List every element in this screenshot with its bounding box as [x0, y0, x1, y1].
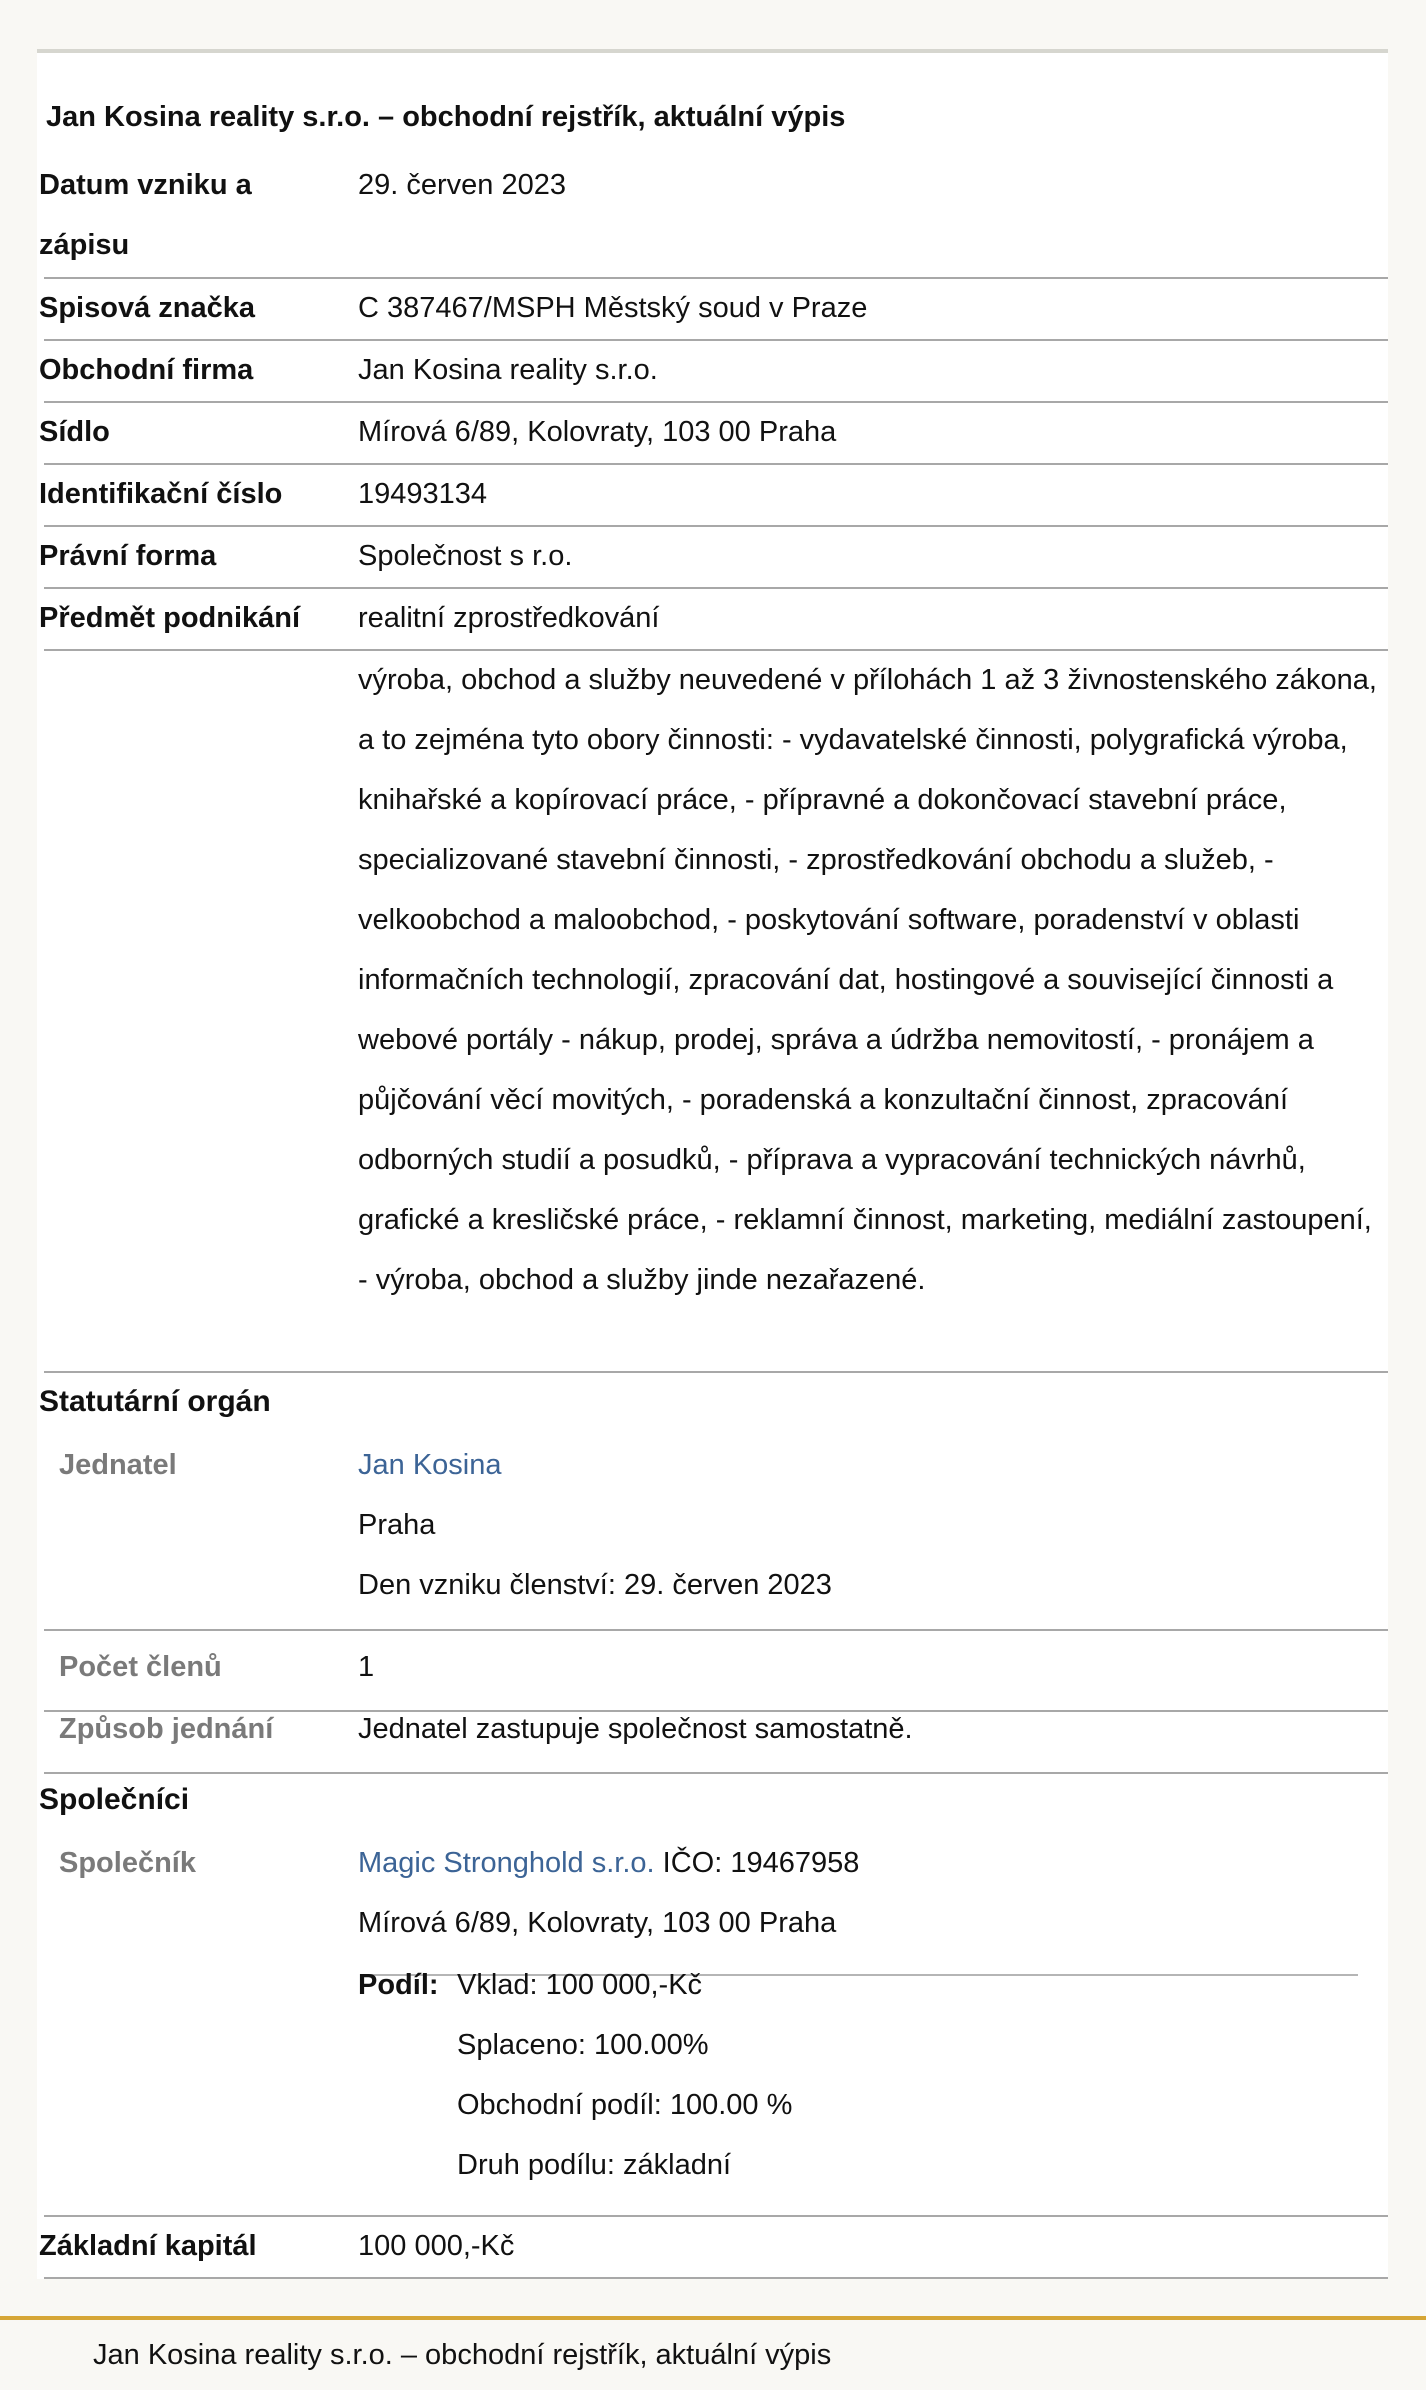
- kapital-value: 100 000,-Kč: [358, 2230, 515, 2262]
- zpusob-value: Jednatel zastupuje společnost samostatně.: [358, 1713, 913, 1745]
- firma-label: Obchodní firma: [39, 354, 254, 386]
- spolecnik-label: Společník: [59, 1847, 196, 1879]
- document-sheet: [37, 49, 1388, 2279]
- vklad-value: Vklad: 100 000,-Kč: [457, 1969, 703, 2001]
- ico-label: Identifikační číslo: [39, 478, 283, 510]
- spis-label: Spisová značka: [39, 292, 255, 324]
- sidlo-label: Sídlo: [39, 416, 110, 448]
- spolecnici-heading: Společníci: [39, 1783, 190, 1816]
- spolecnik-line: [358, 1833, 859, 1893]
- kapital-label: Základní kapitál: [39, 2230, 257, 2262]
- jednatel-link[interactable]: Jan Kosina: [358, 1449, 502, 1481]
- forma-value: Společnost s r.o.: [358, 540, 573, 572]
- divider: [44, 1629, 1388, 1631]
- datum-label: Datum vzniku a zápisu: [39, 169, 252, 261]
- druh-podilu-value: Druh podílu: základní: [457, 2149, 732, 2181]
- jednatel-city: Praha: [358, 1509, 436, 1541]
- divider: [44, 2277, 1388, 2279]
- spolecnik-ico: IČO: 19467958: [654, 1847, 860, 1879]
- pocet-value: 1: [358, 1651, 375, 1683]
- footer-rule: [0, 2316, 1426, 2320]
- statutarni-heading: Statutární orgán: [39, 1385, 271, 1418]
- zpusob-label: Způsob jednání: [59, 1713, 274, 1745]
- jednatel-name: [358, 1435, 502, 1495]
- forma-label: Právní forma: [39, 540, 217, 572]
- datum-value: 29. červen 2023: [358, 169, 566, 201]
- predmet-value-2: výroba, obchod a služby neuvedené v přílohách 1 až 3 živnostenského zákona, a to zejména tyto obory činnosti: - vydavatelské činnosti, polygrafická výroba, knihařské a kopírovací práce, - přípravné a dokončovací stavební práce, specializované stavební činnosti, - zprostředkování obchodu a služeb, - velkoobchod a maloobchod, - poskytování software, poradenství v oblasti informačních technologií, zpracování dat, hostingové a související činnosti a webové portály - nákup, prodej, správa a údržba nemovitostí, - pronájem a půjčování věcí movitých, - poradenská a konzultační činnost, zpracování odborných studií a posudků, - příprava a vypracování technických návrhů, grafické a kresličské práce, - reklamní činnost, marketing, mediální zastoupení, - výroba, obchod a služby jinde nezařazené.: [358, 664, 1377, 1296]
- pocet-label: Počet členů: [59, 1651, 222, 1683]
- predmet-label: Předmět podnikání: [39, 602, 301, 634]
- podil-label: Podíl:: [358, 1969, 439, 2001]
- jednatel-label: Jednatel: [59, 1449, 177, 1481]
- firma-value: Jan Kosina reality s.r.o.: [358, 354, 658, 386]
- spolecnik-link[interactable]: Magic Stronghold s.r.o.: [358, 1847, 655, 1879]
- splaceno-value: Splaceno: 100.00%: [457, 2029, 709, 2061]
- divider: [44, 525, 1388, 527]
- page-title: Jan Kosina reality s.r.o. – obchodní rejstřík, aktuální výpis: [46, 101, 846, 133]
- divider: [44, 1772, 1388, 1774]
- ico-value: 19493134: [358, 478, 488, 510]
- predmet-value-1: realitní zprostředkování: [358, 602, 660, 634]
- jednatel-since: Den vzniku členství: 29. červen 2023: [358, 1569, 832, 1601]
- spis-value: C 387467/MSPH Městský soud v Praze: [358, 292, 868, 324]
- obchodni-podil-value: Obchodní podíl: 100.00 %: [457, 2089, 793, 2121]
- spolecnik-address: Mírová 6/89, Kolovraty, 103 00 Praha: [358, 1907, 837, 1939]
- footer-text: Jan Kosina reality s.r.o. – obchodní rejstřík, aktuální výpis: [93, 2339, 832, 2371]
- sidlo-value: Mírová 6/89, Kolovraty, 103 00 Praha: [358, 416, 837, 448]
